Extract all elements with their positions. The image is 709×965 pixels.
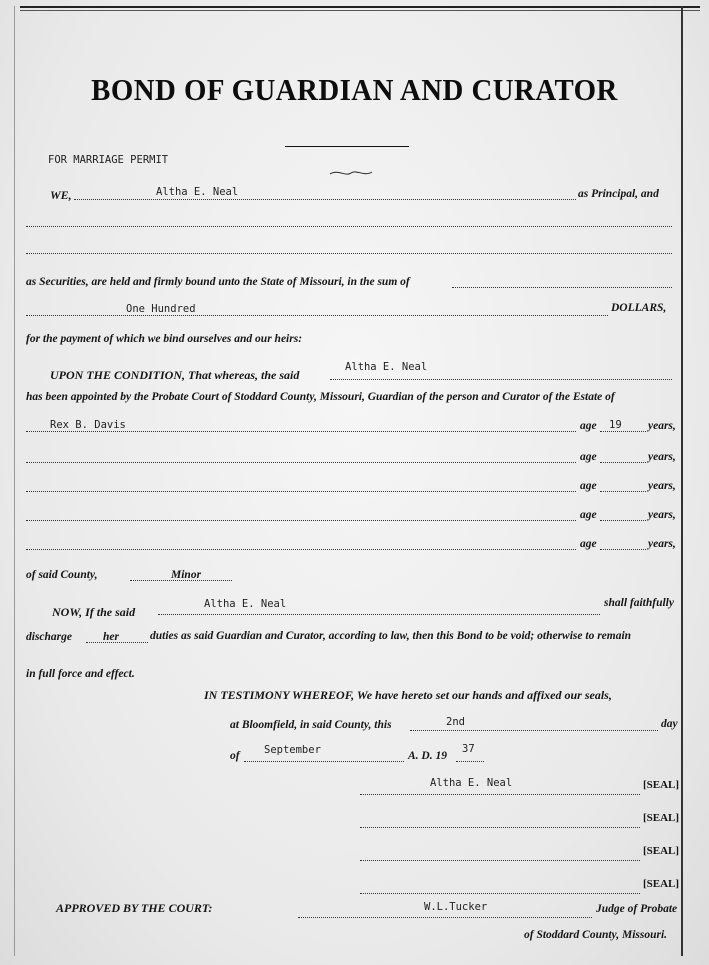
ward-age: 19 (609, 419, 622, 431)
years-label: years, (648, 480, 676, 492)
years-label: years, (648, 451, 676, 463)
judge-name: W.L.Tucker (424, 901, 488, 913)
securities-label: as Securities, are held and firmly bound unto the State of Missouri, in the sum of (26, 276, 410, 288)
seal-label: [SEAL] (643, 845, 680, 857)
age-line (600, 520, 646, 521)
age-label: age (580, 538, 597, 550)
flourish-ornament (328, 168, 374, 178)
signature-line (360, 893, 640, 894)
principal-name: Altha E. Neal (156, 186, 239, 198)
top-border-inner (20, 10, 700, 11)
years-label: years, (648, 538, 676, 550)
signature-line (360, 794, 640, 795)
discharge-label: discharge (26, 631, 72, 643)
day-label: day (661, 718, 678, 730)
day-line (410, 730, 658, 731)
left-border (14, 6, 15, 956)
minor-value: Minor (171, 569, 202, 581)
age-label: age (580, 420, 597, 432)
pronoun-value: her (103, 631, 119, 643)
county-label: of said County, (26, 569, 98, 581)
judge-line (298, 917, 592, 918)
payment-label: for the payment of which we bind ourselves and our heirs: (26, 333, 303, 345)
age-label: age (580, 451, 597, 463)
dollars-label: DOLLARS, (611, 302, 667, 314)
duties-label: duties as said Guardian and Curator, according to law, then this Bond to be void; otherwise to remain (150, 630, 632, 642)
title-underline (285, 146, 409, 147)
ad-label: A. D. 19 (408, 750, 447, 762)
right-border (681, 6, 683, 956)
faithfully-label: shall faithfully (604, 597, 674, 609)
appointed-label: has been appointed by the Probate Court of Stoddard County, Missouri, Guardian of the person and Curator of the Estate of (26, 391, 615, 403)
now-label: NOW, If the said (52, 605, 136, 619)
testimony-label: IN TESTIMONY WHEREOF, We have hereto set our hands and affixed our seals, (204, 688, 612, 702)
ward-line (26, 549, 576, 550)
sum-line (26, 315, 608, 316)
condition-label: UPON THE CONDITION, That whereas, the said (50, 368, 300, 382)
now-name: Altha E. Neal (204, 598, 287, 610)
seal-label: [SEAL] (643, 812, 680, 824)
seal-label: [SEAL] (643, 779, 680, 791)
blank-line-1 (26, 226, 672, 227)
month-value: September (264, 744, 321, 756)
year-line (456, 761, 484, 762)
ward-line (26, 462, 576, 463)
at-label: at Bloomfield, in said County, this (230, 719, 392, 731)
typed-heading: FOR MARRIAGE PERMIT (48, 154, 169, 166)
ward-name: Rex B. Davis (50, 419, 126, 431)
age-line (600, 431, 646, 432)
principal-line (74, 199, 576, 200)
judge-label: Judge of Probate (596, 903, 678, 915)
age-label: age (580, 509, 597, 521)
force-label: in full force and effect. (26, 668, 135, 680)
condition-name: Altha E. Neal (345, 361, 428, 373)
form-title: BOND OF GUARDIAN AND CURATOR (91, 72, 618, 107)
signature-line (360, 860, 640, 861)
sum-value: One Hundred (126, 303, 196, 315)
sum-line-short (452, 287, 672, 288)
condition-line (330, 379, 672, 380)
top-border (20, 6, 700, 8)
ward-line (26, 491, 576, 492)
judge-county-label: of Stoddard County, Missouri. (524, 929, 668, 941)
signature-line (360, 827, 640, 828)
month-line (244, 761, 404, 762)
of-label: of (230, 750, 240, 762)
approved-label: APPROVED BY THE COURT: (56, 901, 213, 915)
ward-line (26, 520, 576, 521)
day-value: 2nd (446, 716, 465, 728)
ward-line (26, 431, 576, 432)
seal-label: [SEAL] (643, 878, 680, 890)
year-value: 37 (462, 743, 475, 755)
we-label: WE, (50, 188, 72, 202)
signature-name: Altha E. Neal (430, 777, 513, 789)
age-line (600, 549, 646, 550)
age-line (600, 491, 646, 492)
as-principal-label: as Principal, and (578, 188, 659, 200)
age-label: age (580, 480, 597, 492)
blank-line-2 (26, 253, 672, 254)
now-line (158, 614, 600, 615)
age-line (600, 462, 646, 463)
years-label: years, (648, 509, 676, 521)
years-label: years, (648, 420, 676, 432)
